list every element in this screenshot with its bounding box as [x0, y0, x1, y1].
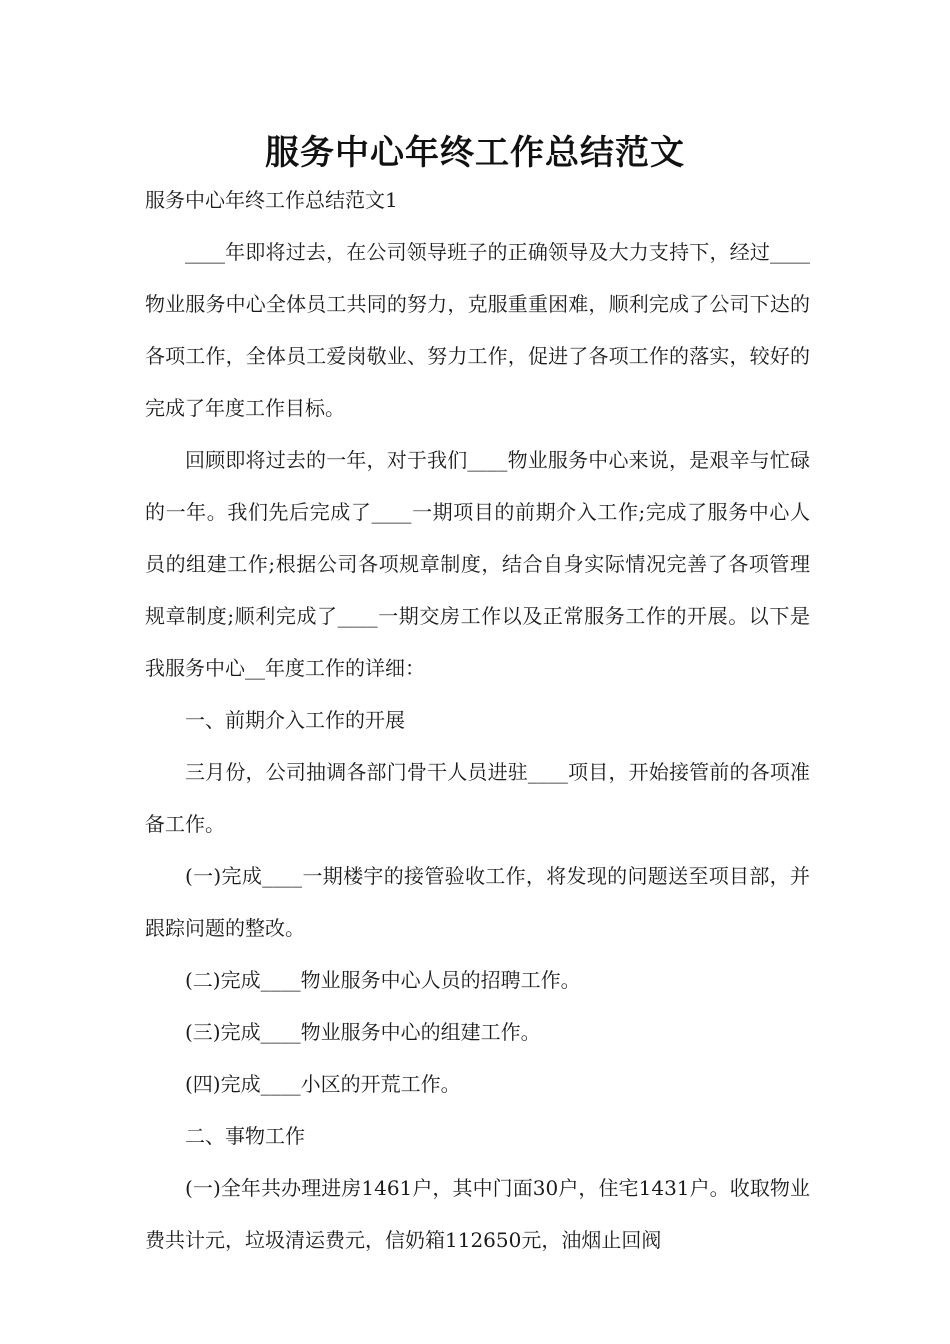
list-item-1: (一)完成____一期楼宇的接管验收工作，将发现的问题送至项目部，并跟踪问题的整改。	[145, 864, 810, 940]
section-heading-early-involvement: 一、前期介入工作的开展	[185, 708, 405, 732]
document-subtitle: 服务中心年终工作总结范文1	[145, 188, 398, 212]
paragraph-march: 三月份，公司抽调各部门骨干人员进驻____项目，开始接管前的各项准备工作。	[145, 760, 810, 836]
list-item-2: (二)完成____物业服务中心人员的招聘工作。	[185, 968, 581, 992]
paragraph-intro: ____年即将过去，在公司领导班子的正确领导及大力支持下，经过____物业服务中心全体员工共同的努力，克服重重困难，顺利完成了公司下达的各项工作，全体员工爱岗敬业、努力工作，促进了各项工作的落实，较好的完成了年度工作目标。	[145, 240, 810, 420]
section-heading-affairs: 二、事物工作	[185, 1124, 305, 1148]
list-item-4: (四)完成____小区的开荒工作。	[185, 1072, 461, 1096]
document-title: 服务中心年终工作总结范文	[265, 133, 685, 173]
paragraph-affairs-1: (一)全年共办理进房1461户，其中门面30户，住宅1431户。收取物业费共计元，垃圾清运费元，信奶箱112650元，油烟止回阀	[145, 1176, 810, 1252]
paragraph-review: 回顾即将过去的一年，对于我们____物业服务中心来说，是艰辛与忙碌的一年。我们先后完成了____一期项目的前期介入工作;完成了服务中心人员的组建工作;根据公司各项规章制度，结合自身实际情况完善了各项管理规章制度;顺利完成了____一期交房工作以及正常服务工作的开展。以下是我服务中心__年度工作的详细：	[145, 448, 810, 680]
document-body	[145, 226, 810, 1266]
list-item-3: (三)完成____物业服务中心的组建工作。	[185, 1020, 541, 1044]
